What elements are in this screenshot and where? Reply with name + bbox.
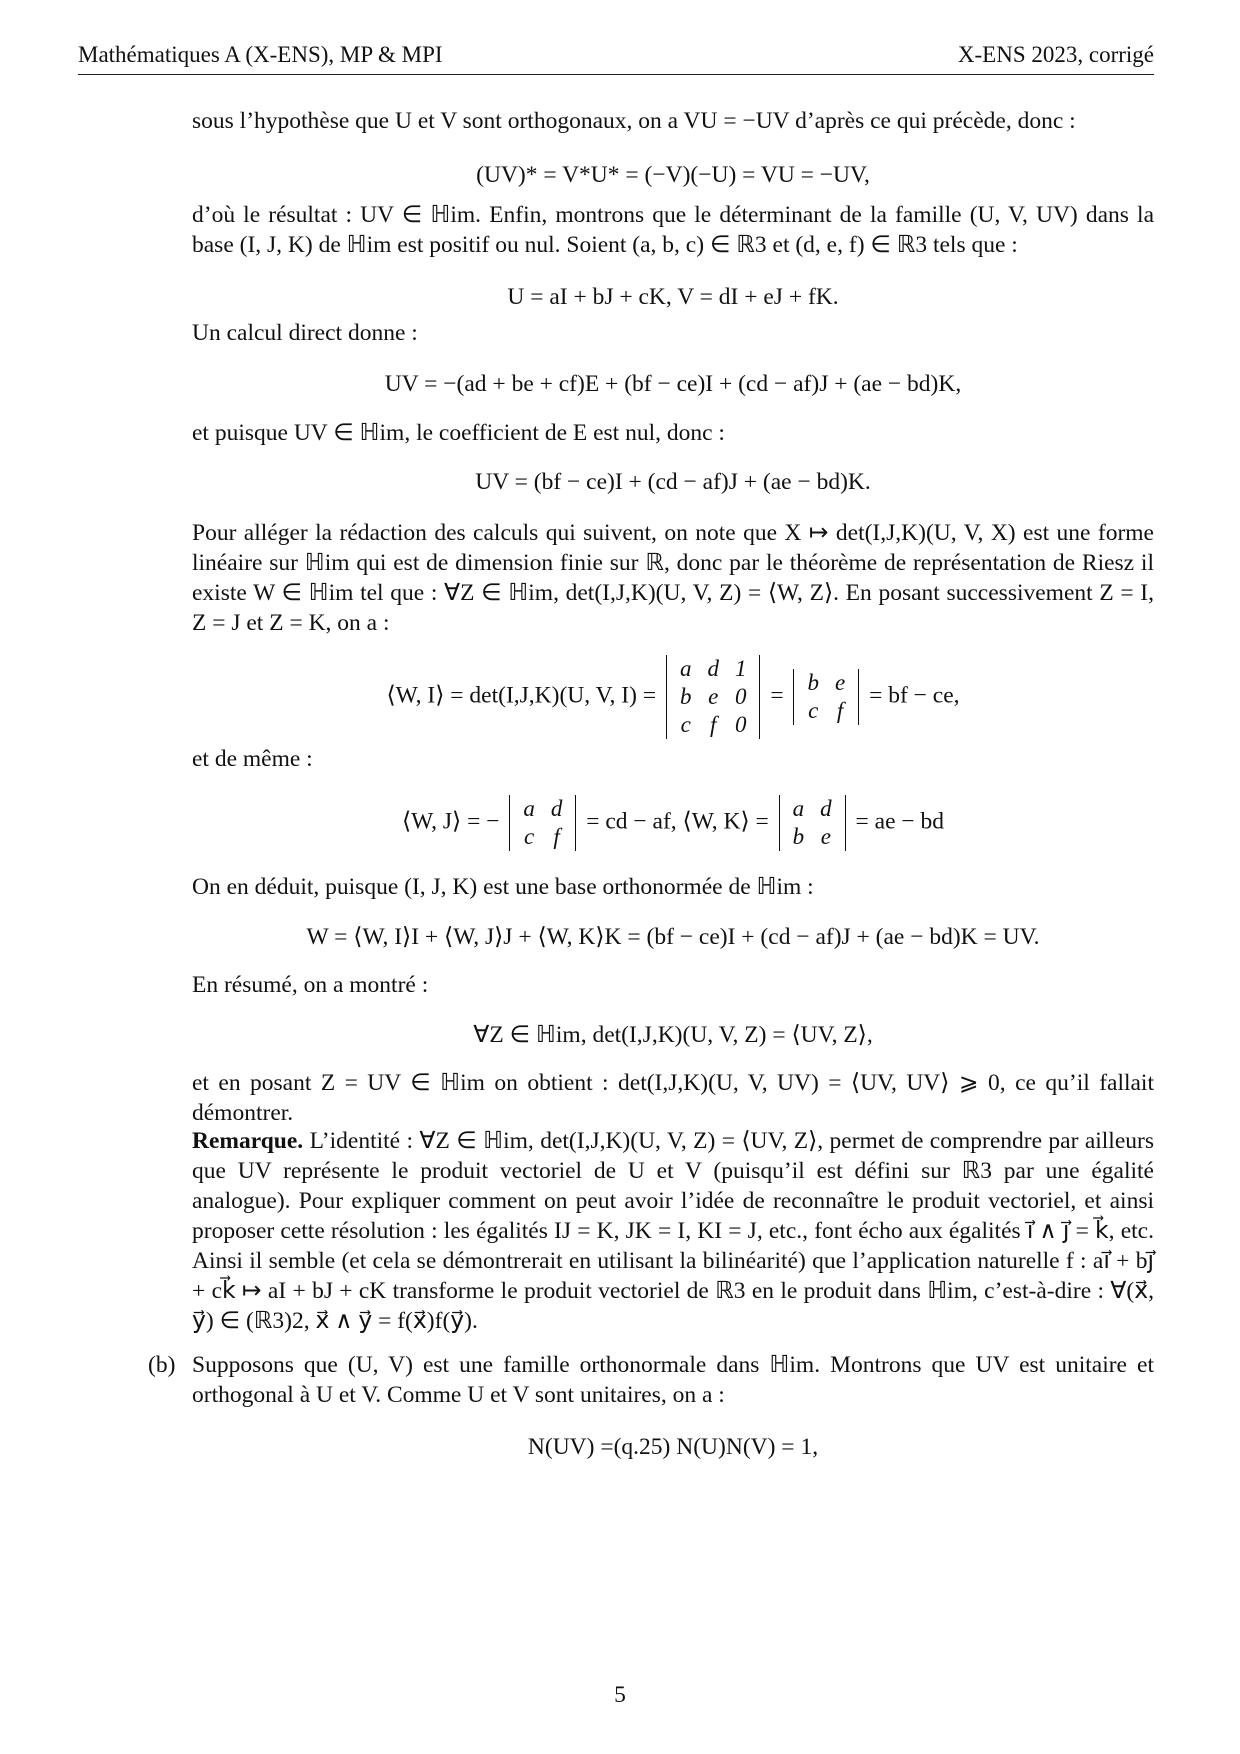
equation-adjoint: (UV)* = V*U* = (−V)(−U) = VU = −UV, [476, 162, 870, 188]
remark-text: L’identité : ∀Z ∈ ℍim, det(I,J,K)(U, V, Z) = ⟨UV, Z⟩, permet de comprendre par ailleurs que UV représente le produit vectoriel de U et V (puisqu’il est défini sur ℝ3 par une égalité analogue). Pour expliquer comment on peut avoir l’idée de reconnaître le produit vectoriel, et ainsi proposer cette résolution : les égalités IJ = K, JK = I, KI = J, etc., font écho aux égalités i⃗ ∧ j⃗ = k⃗, etc. Ainsi il semble (et cela se démontrerait en utilisant la bilinéarité) que l’application naturelle f : ai⃗ + bj⃗ + ck⃗ ↦ aI + bJ + cK transforme le produit vectoriel de ℝ3 en le produit dans ℍim, c’est-à-dire : ∀(x⃗, y⃗) ∈ (ℝ3)2, x⃗ ∧ y⃗ = f(x⃗)f(y⃗). [192, 1128, 1154, 1334]
paragraph-coefficient: et puisque UV ∈ ℍim, le coefficient de E est nul, donc : [192, 420, 725, 446]
item-b-label: (b) [148, 1352, 176, 1378]
equation-w-i [192, 655, 1154, 739]
determinant-j: a d c f [509, 795, 576, 851]
paragraph-conclusion: et en posant Z = UV ∈ ℍim on obtient : det(I,J,K)(U, V, UV) = ⟨UV, UV⟩ ⩾ 0, ce qu’il fallait démontrer. [192, 1070, 1154, 1126]
equation-w-j-k [192, 795, 1154, 851]
paragraph-summary: En résumé, on a montré : [192, 972, 429, 998]
equation-w-expansion: W = ⟨W, I⟩I + ⟨W, J⟩J + ⟨W, K⟩K = (bf − ce)I + (cd − af)J + (ae − bd)K = UV. [306, 924, 1040, 950]
header-right: X-ENS 2023, corrigé [957, 42, 1154, 67]
paragraph-intro: sous l’hypothèse que U et V sont orthogonaux, on a VU = −UV d’après ce qui précède, donc : [192, 108, 1076, 134]
running-header [78, 38, 1154, 75]
paragraph-deduction: On en déduit, puisque (I, J, K) est une base orthonormée de ℍim : [192, 874, 814, 900]
paragraph-riesz: Pour alléger la rédaction des calculs qui suivent, on note que X ↦ det(I,J,K)(U, V, X) est une forme linéaire sur ℍim qui est de dimension finie sur ℝ, donc par le théorème de représentation de Riesz il existe W ∈ ℍim tel que : ∀Z ∈ ℍim, det(I,J,K)(U, V, Z) = ⟨W, Z⟩. En posant successivement Z = I, Z = J et Z = K, on a : [192, 520, 1154, 636]
remark-block [192, 1126, 1154, 1336]
w-i-lhs: ⟨W, I⟩ = det(I,J,K)(U, V, I) = [386, 682, 657, 709]
paragraph-direct-calc: Un calcul direct donne : [192, 320, 418, 346]
remark-title: Remarque. [192, 1128, 304, 1154]
w-k-rhs: = ae − bd [855, 808, 945, 835]
page-number: 5 [614, 1682, 626, 1708]
equation-uv-reduced: UV = (bf − ce)I + (cd − af)J + (ae − bd)K. [475, 469, 871, 495]
determinant-3x3: a d 1 b e 0 c f 0 [666, 655, 761, 739]
determinant-2x2: b e c f [793, 669, 859, 725]
w-j-rhs-w-k-lhs: = cd − af, ⟨W, K⟩ = [586, 808, 769, 835]
paragraph-determinant: d’où le résultat : UV ∈ ℍim. Enfin, montrons que le déterminant de la famille (U, V, UV) dans la base (I, J, K) de ℍim est positif ou nul. Soient (a, b, c) ∈ ℝ3 et (d, e, f) ∈ ℝ3 tels que : [192, 202, 1154, 258]
item-b-text: Supposons que (U, V) est une famille orthonormale dans ℍim. Montrons que UV est unitaire et orthogonal à U et V. Comme U et V sont unitaires, on a : [192, 1352, 1154, 1408]
equation-uv-decomposition: U = aI + bJ + cK, V = dI + eJ + fK. [507, 284, 839, 310]
equation-norm: N(UV) =(q.25) N(U)N(V) = 1, [527, 1434, 819, 1460]
w-i-rhs: = bf − ce, [869, 682, 960, 709]
w-j-lhs: ⟨W, J⟩ = − [401, 808, 500, 835]
paragraph-de-meme: et de même : [192, 746, 313, 772]
equation-uv-product: UV = −(ad + be + cf)E + (bf − ce)I + (cd − af)J + (ae − bd)K, [384, 371, 962, 397]
header-left: Mathématiques A (X-ENS), MP & MPI [78, 42, 443, 67]
w-i-equals: = [770, 682, 784, 709]
equation-summary: ∀Z ∈ ℍim, det(I,J,K)(U, V, Z) = ⟨UV, Z⟩, [473, 1022, 873, 1048]
determinant-k: a d b e [779, 795, 846, 851]
